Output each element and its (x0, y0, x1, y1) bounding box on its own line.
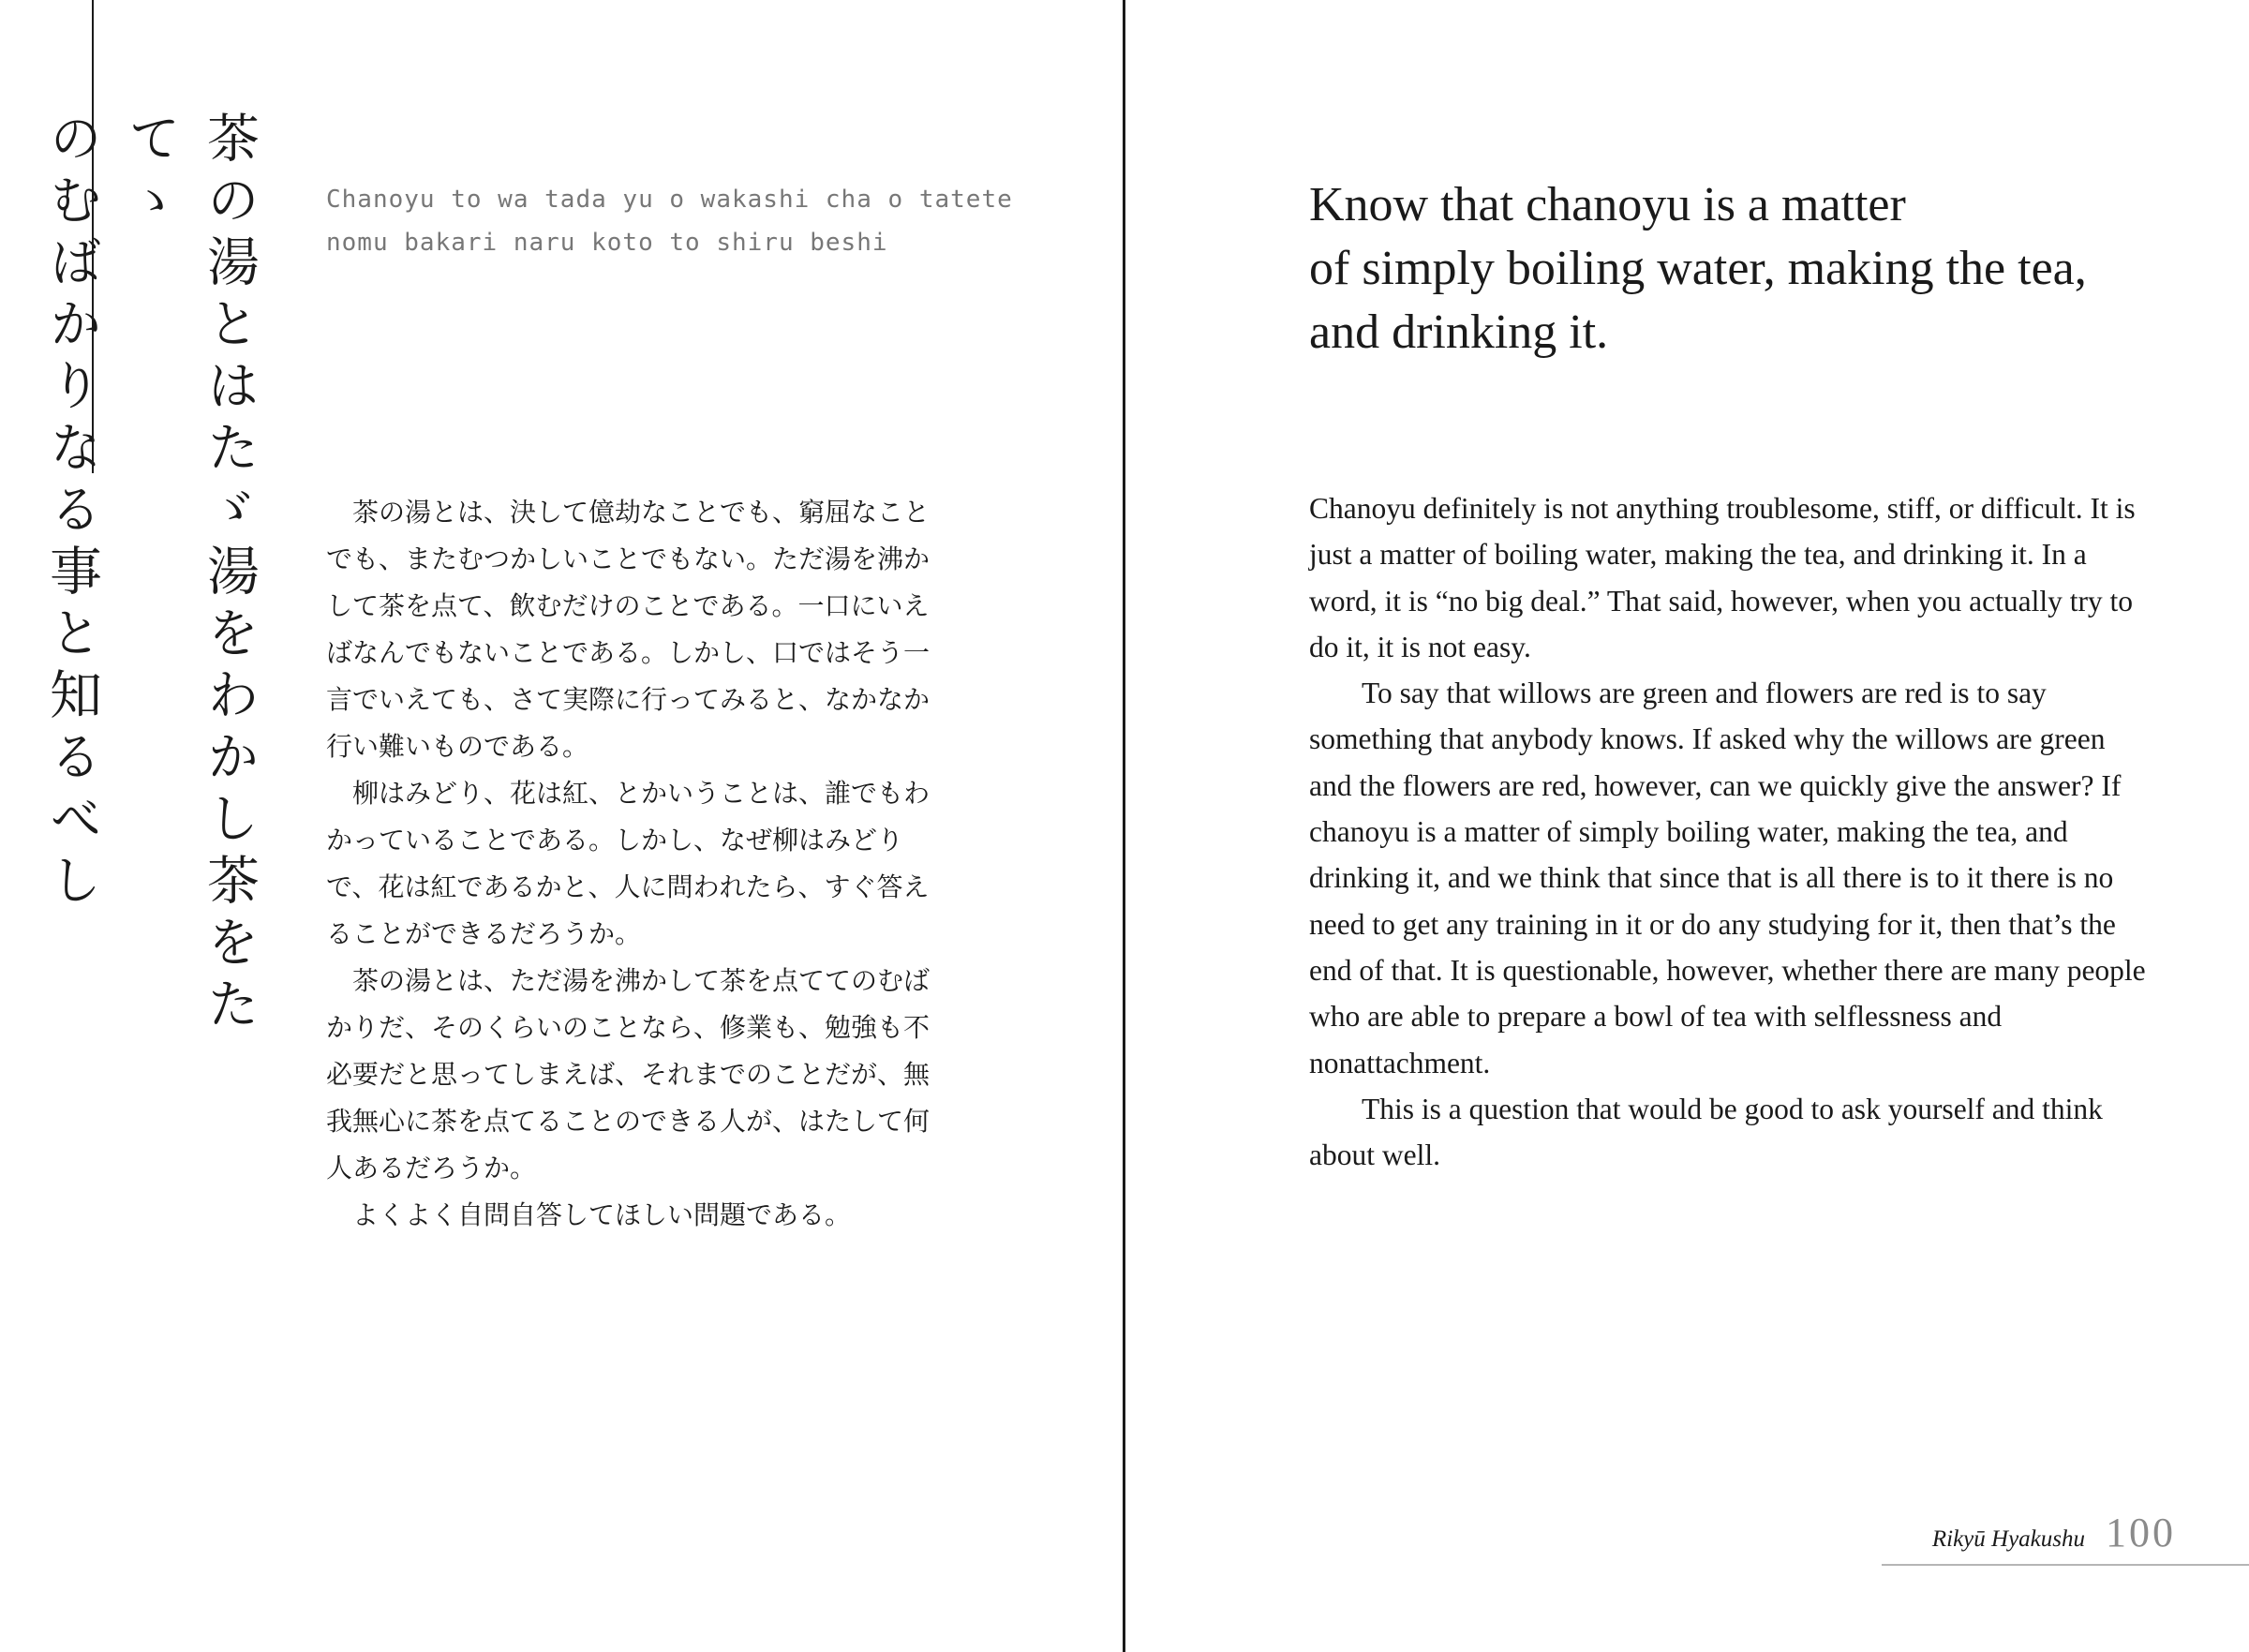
japanese-commentary (326, 489, 945, 1239)
poem-title-english (1309, 173, 2087, 365)
left-page (0, 0, 1123, 1652)
paragraph: To say that willows are green and flowers are red is to say something that anybody knows. If asked why the willows are green and the flowers are red, however, can we quickly give the answer? If chanoyu is a matter of simply boiling water, making the tea, and drinking it, and we think that since that is all there is to it there is no need to get any training in it or do any studying for it, then that’s the end of that. It is questionable, however, whether there are many people who are able to prepare a bowl of tea with selflessness and nonattachment. (1309, 677, 2146, 1079)
paragraph: 茶の湯とは、決して億劫なことでも、窮屈なことでも、またむつかしいことでもない。ただ湯を沸かして茶を点て、飲むだけのことである。一口にいえばなんでもないことである。しかし、口ではそう一言でいえても、さて実際に行ってみると、なかなか行い難いものである。 (326, 497, 931, 762)
title-line: and drinking it. (1309, 305, 1609, 359)
book-title: Rikyū Hyakushu (1931, 1526, 2085, 1552)
running-footer (1932, 1509, 2176, 1556)
poem-romanization (326, 178, 1013, 264)
english-commentary (1309, 485, 2152, 1178)
romaji-line: nomu bakari naru koto to shiru beshi (326, 229, 888, 257)
page-number: 100 (2106, 1510, 2176, 1555)
footer-rule (1882, 1564, 2249, 1566)
paragraph: 柳はみどり、花は紅、とかいうことは、誰でもわかっていることである。しかし、なぜ柳はみどりで、花は紅であるかと、人に問われたら、すぐ答えることができるだろうか。 (326, 778, 931, 949)
title-line: Know that chanoyu is a matter (1309, 178, 1906, 231)
paragraph: 茶の湯とは、ただ湯を沸かして茶を点ててのむばかりだ、そのくらいのことなら、修業も、勉強も不必要だと思ってしまえば、それまでのことだが、無我無心に茶を点てることのできる人が、はたして何人あるだろうか。 (326, 965, 931, 1183)
paragraph: よくよく自問自答してほしい問題である。 (352, 1199, 852, 1230)
paragraph: This is a question that would be good to ask yourself and think about well. (1309, 1092, 2103, 1172)
romaji-line: Chanoyu to wa tada yu o wakashi cha o tatete (326, 186, 1013, 214)
paragraph: Chanoyu definitely is not anything troublesome, stiff, or difficult. It is just a matter of boiling water, making the tea, and drinking it. In a word, it is “no big deal.” That said, however, when you actually try to do it, it is not easy. (1309, 492, 2136, 663)
title-line: of simply boiling water, making the tea, (1309, 242, 2087, 295)
poem-title-japanese: 茶の湯とはたゞ湯をわかし茶をたてゝ のむばかりなる事と知るべし (41, 111, 260, 1038)
